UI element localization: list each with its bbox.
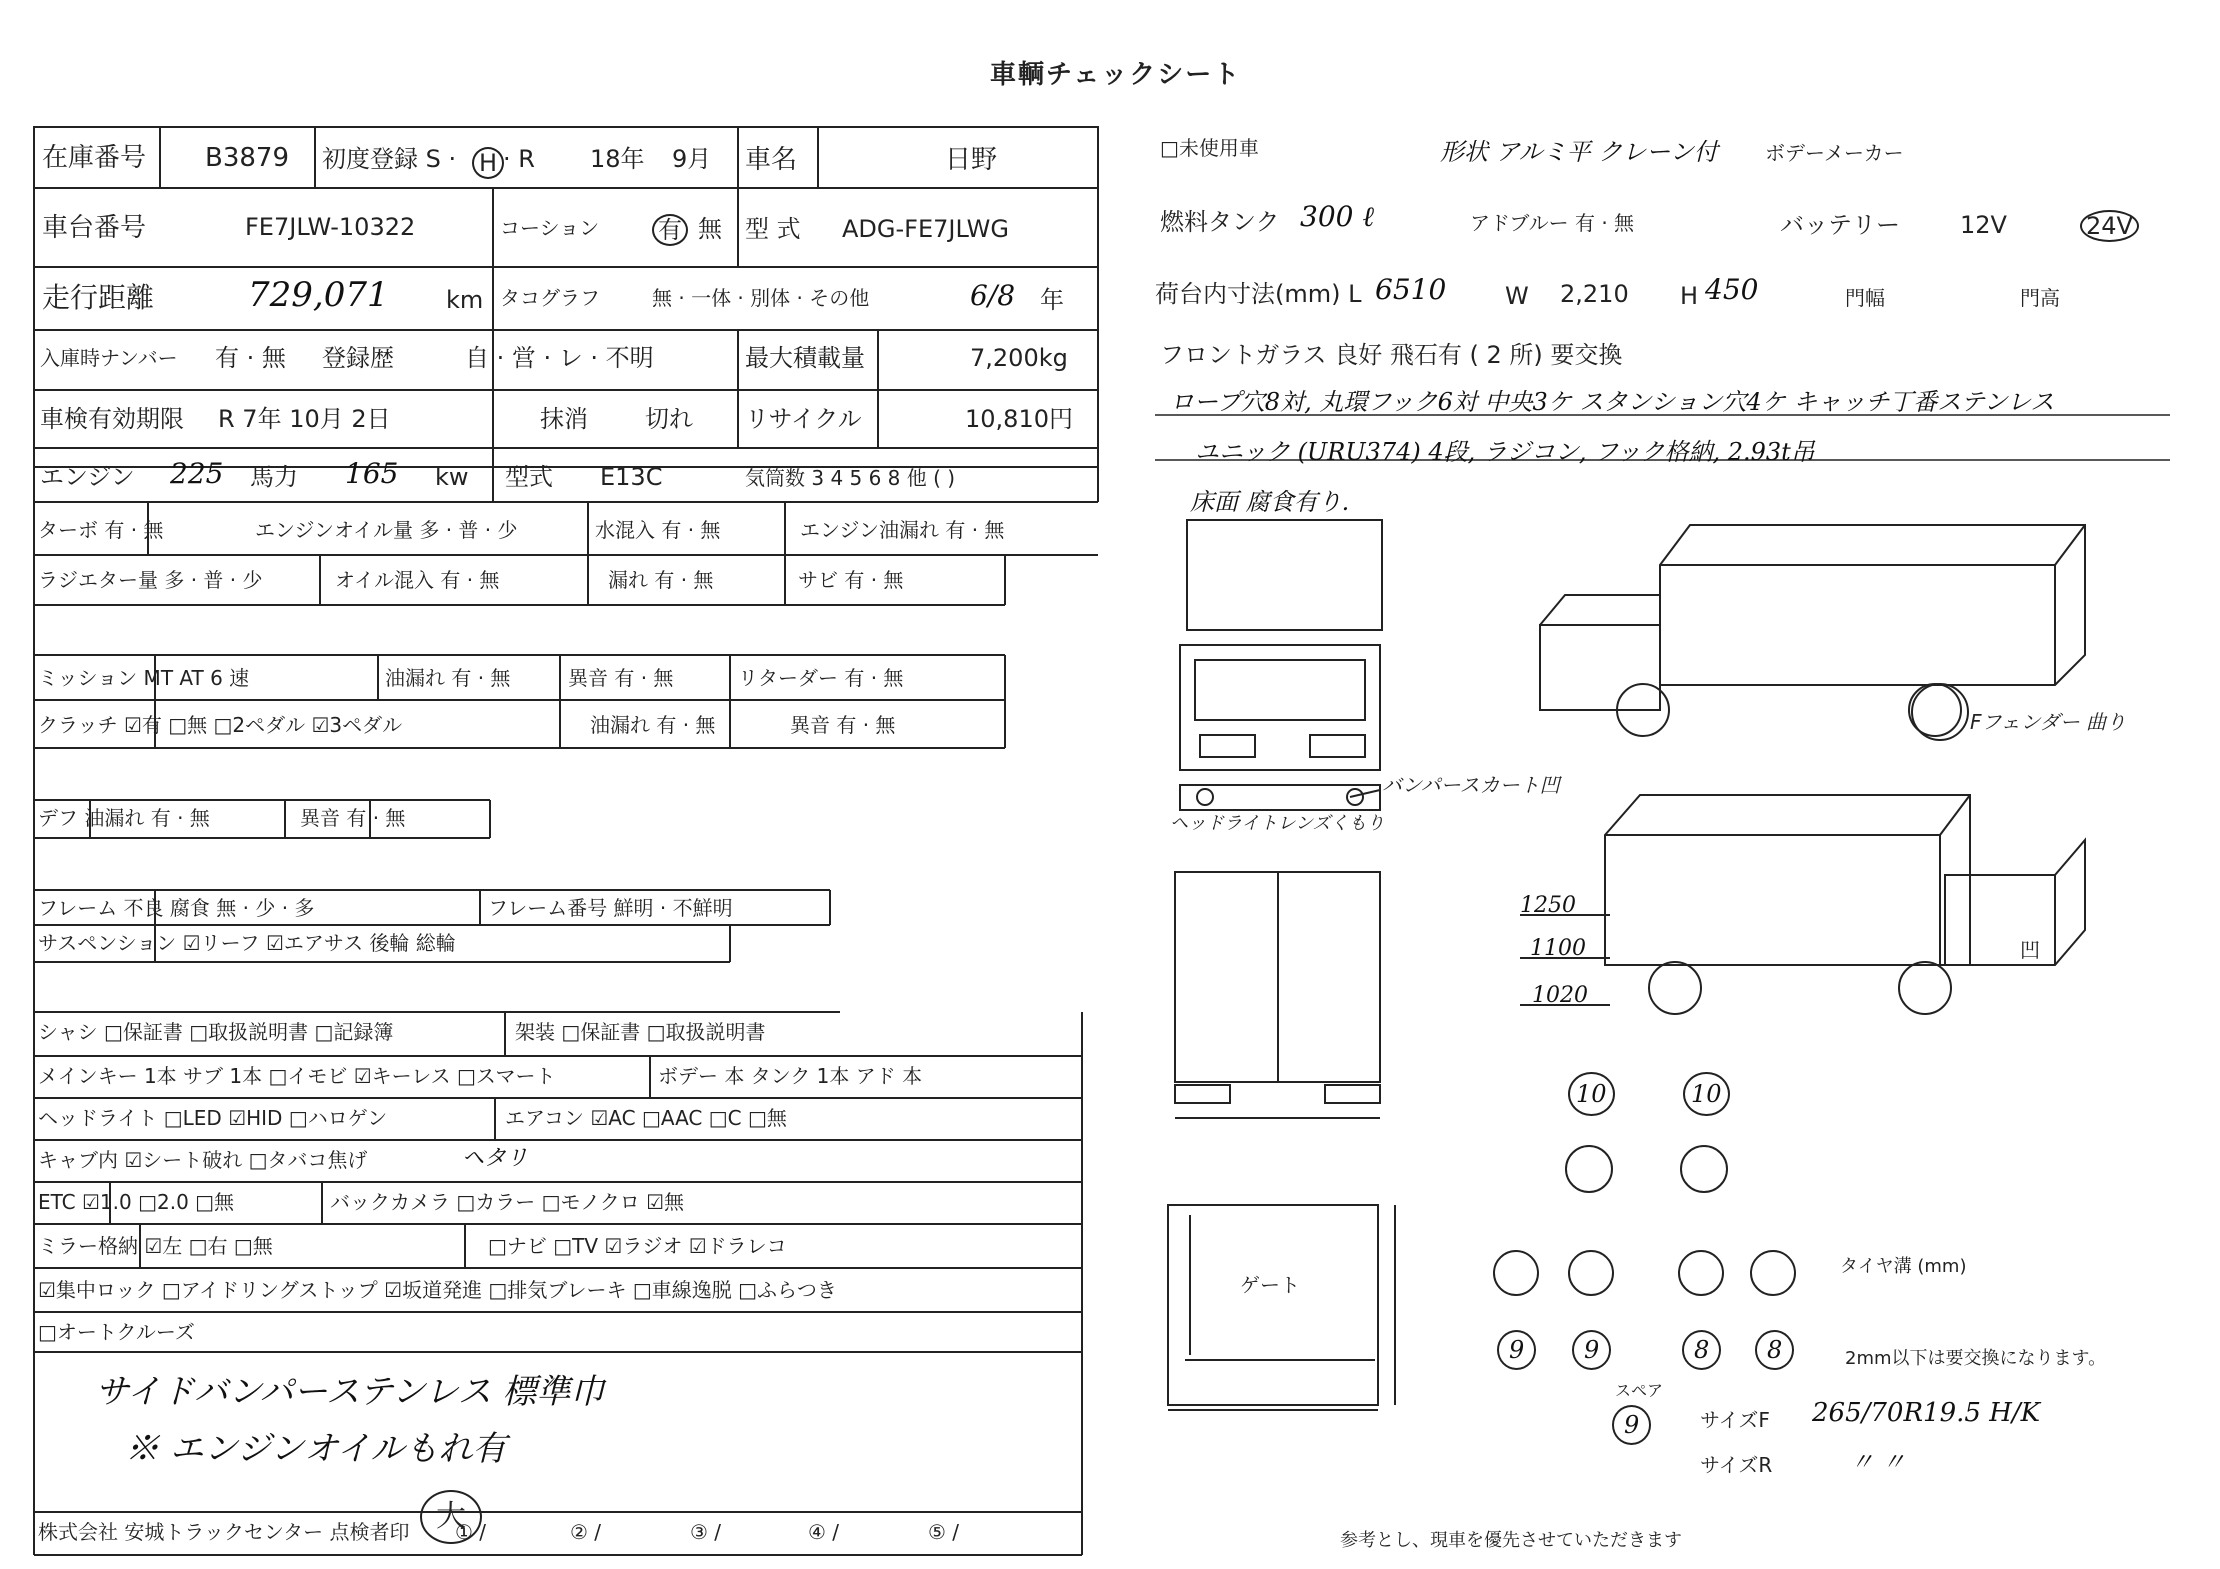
tire-front-right: 10 (1683, 1072, 1730, 1116)
mirror-field: ミラー格納 ☑左 □右 □無 (38, 1234, 273, 1258)
mission-oil-leak-field: 油漏れ 有 · 無 (385, 666, 511, 690)
stock-label: 在庫番号 (42, 143, 147, 173)
truck-1-body (1660, 525, 2085, 685)
body-maker: ボデーメーカー (1765, 141, 1904, 165)
tire-second-right (1680, 1145, 1728, 1193)
unused-vehicle: □未使用車 (1160, 136, 1259, 160)
auto-cruise-field: □オートクルーズ (38, 1320, 195, 1344)
cargo-dims-label: 荷台内寸法(mm) L (1155, 280, 1362, 308)
height-1250: 1250 (1520, 893, 1576, 918)
height-1020: 1020 (1532, 983, 1588, 1008)
note-line-1: サイドバンパーステンレス 標準巾 (95, 1372, 605, 1412)
cargo-width: 2,210 (1560, 280, 1629, 308)
car-name-label: 車名 (745, 145, 798, 175)
max-load-value: 7,200kg (970, 344, 1068, 372)
caution-label: コーション (500, 216, 600, 240)
turbo-field: ターボ 有 · 無 (38, 518, 164, 542)
truck-2-body (1605, 795, 1970, 965)
etc-field: ETC ☑1.0 □2.0 □無 (38, 1190, 235, 1214)
inspection-date: R 7年 10月 2日 (218, 405, 391, 433)
cargo-height-label: H (1680, 282, 1699, 310)
hand-note-2: ユニック (URU374) 4段, ラジコン, フック格納, 2.93t吊 (1195, 438, 1815, 466)
cab-roof-view (1187, 520, 1382, 630)
cargo-length: 6510 (1375, 273, 1447, 306)
fuel-tank-label: 燃料タンク (1160, 208, 1280, 236)
fender-damage-note: Fフェンダー 曲り (1970, 710, 2127, 734)
model-code: ADG-FE7JLWG (842, 215, 1009, 243)
stock-number: B3879 (205, 143, 290, 173)
recycle-value: 10,810円 (965, 405, 1073, 433)
chassis-number: FE7JLW-10322 (245, 213, 416, 241)
chassis-number-label: 車台番号 (42, 213, 147, 243)
spare-label: スペア (1615, 1381, 1664, 1400)
body-docs-field: 架装 □保証書 □取扱説明書 (515, 1020, 766, 1044)
body-shape: 形状 アルミ平 クレーン付 (1440, 138, 1718, 166)
inspection-label: 車検有効期限 (40, 405, 184, 433)
clutch-noise-field: 異音 有 · 無 (790, 713, 896, 737)
page-title: 車輌チェックシート (990, 60, 1242, 90)
height-1100: 1100 (1530, 936, 1586, 961)
diff-field: デフ 油漏れ 有 · 無 (38, 806, 210, 830)
adblue-field: アドブルー 有 · 無 (1470, 211, 1635, 235)
tire-r1 (1493, 1250, 1539, 1296)
registration-era-r: · R (503, 145, 535, 173)
oil-mix-field: オイル混入 有 · 無 (335, 568, 500, 592)
cargo-width-label: W (1505, 282, 1529, 310)
tire-r3 (1678, 1250, 1724, 1296)
slot-5: ⑤ / (928, 1520, 960, 1544)
tachograph-label: タコグラフ (500, 286, 600, 310)
caution-no: 無 (698, 215, 722, 243)
size-rear-value: 〃 〃 (1850, 1448, 1906, 1476)
tire-front-left: 10 (1568, 1072, 1615, 1116)
clutch-field: クラッチ ☑有 □無 □2ペダル ☑3ペダル (38, 713, 403, 737)
gate-height-label: 門高 (2020, 286, 2060, 310)
engine-oil-amount-field: エンジンオイル量 多 · 普 · 少 (255, 518, 518, 542)
mileage-value: 729,071 (248, 275, 389, 315)
expired-label: 切れ (645, 405, 693, 433)
tire-rear-left-2: 9 (1572, 1330, 1611, 1370)
bumper-skirt-note: バンパースカート凹 (1382, 773, 1560, 797)
navigation-field: □ナビ □TV ☑ラジオ ☑ドラレコ (488, 1234, 787, 1258)
back-camera-field: バックカメラ □カラー □モノクロ ☑無 (330, 1190, 684, 1214)
engine-label: エンジン (40, 463, 135, 491)
reference-note: 参考とし、現車を優先させていただきます (1340, 1530, 1682, 1551)
registration-month: 9月 (672, 145, 712, 173)
recycle-label: リサイクル (745, 405, 862, 433)
frame-number-field: フレーム番号 鮮明 · 不鮮明 (488, 896, 733, 920)
size-front-value: 265/70R19.5 H/K (1812, 1398, 2041, 1428)
plate-options: 有 · 無 (215, 344, 286, 372)
tire-r4 (1750, 1250, 1796, 1296)
max-load-label: 最大積載量 (745, 344, 865, 372)
frame-field: フレーム 不良 腐食 無 · 少 · 多 (38, 896, 315, 920)
main-key-field: メインキー 1本 サブ 1本 □イモビ ☑キーレス □スマート (38, 1064, 556, 1088)
battery-24v: 24V (2080, 210, 2139, 242)
mileage-unit: km (446, 286, 484, 314)
headlight-lens-note: ヘッドライトレンズくもり (1170, 813, 1385, 834)
battery-12v: 12V (1960, 211, 2007, 239)
size-front-label: サイズF (1700, 1408, 1770, 1432)
cargo-height: 450 (1705, 273, 1759, 306)
tachograph-options: 無 · 一体 · 別体 · その他 (652, 286, 870, 310)
kw-value: 165 (345, 457, 399, 490)
tire-r2 (1568, 1250, 1614, 1296)
registration-era-selected: H (472, 147, 504, 179)
clutch-oil-leak-field: 油漏れ 有 · 無 (590, 713, 716, 737)
hand-note-1: ロープ穴8対, 丸環フック6対 中央3ケ スタンション穴4ケ キャッチ丁番ステンレス (1170, 388, 2055, 416)
equipment-options-field: ☑集中ロック □アイドリングストップ ☑坂道発進 □排気ブレーキ □車線逸脱 □ふらつき (38, 1278, 837, 1302)
cab-dent-note: 凹 (2020, 938, 2040, 962)
model-label: 型 式 (745, 215, 801, 243)
diff-noise-field: 異音 有 · 無 (300, 806, 406, 830)
chassis-docs-field: シャシ □保証書 □取扱説明書 □記録簿 (38, 1020, 394, 1044)
engine-model-label: 型式 (505, 463, 553, 491)
rust-field: サビ 有 · 無 (798, 568, 904, 592)
windshield-field: フロントガラス 良好 飛石有 ( 2 所) 要交換 (1160, 341, 1623, 369)
retarder-field: リターダー 有 · 無 (738, 666, 904, 690)
cab-front-view (1180, 645, 1380, 770)
kw-unit: kw (435, 463, 469, 491)
company-inspector: 株式会社 安城トラックセンター 点検者印 (38, 1520, 410, 1544)
slot-3: ③ / (690, 1520, 722, 1544)
history-label: 登録歴 (322, 344, 394, 372)
truck-2-cab (1945, 840, 2085, 965)
tire-rear-right-2: 8 (1755, 1330, 1794, 1370)
engine-model: E13C (600, 463, 663, 491)
water-mix-field: 水混入 有 · 無 (595, 518, 721, 542)
tire-replace-note: 2mm以下は要交換になります。 (1845, 1348, 2107, 1369)
tire-second-left (1565, 1145, 1613, 1193)
tire-rear-left-1: 9 (1497, 1330, 1536, 1370)
tire-rear-right-1: 8 (1682, 1330, 1721, 1370)
tachograph-value: 6/8 (970, 279, 1016, 312)
gate-width-label: 門幅 (1845, 286, 1885, 310)
fuel-tank-value: 300 ℓ (1300, 200, 1375, 233)
cancelled-label: 抹消 (540, 405, 588, 433)
engine-oil-leak-field: エンジン油漏れ 有 · 無 (800, 518, 1005, 542)
horsepower-label: 馬力 (250, 463, 298, 491)
leak-field: 漏れ 有 · 無 (608, 568, 714, 592)
body-key-field: ボデー 本 タンク 1本 アド 本 (658, 1064, 923, 1088)
registration-label: 初度登録 S · (322, 145, 457, 173)
gate-label: ゲート (1240, 1273, 1300, 1297)
mission-noise-field: 異音 有 · 無 (568, 666, 674, 690)
hand-note-3: 床面 腐食有り. (1190, 488, 1350, 516)
tire-depth-label: タイヤ溝 (mm) (1840, 1256, 1967, 1277)
gate-view (1168, 1205, 1378, 1405)
front-bumper-view (1180, 785, 1380, 810)
battery-label: バッテリー (1780, 211, 1900, 239)
registration-year: 18年 (590, 145, 645, 173)
suspension-field: サスペンション ☑リーフ ☑エアサス 後輪 総輪 (38, 931, 456, 955)
cylinders-label: 気筒数 3 4 5 6 8 他 ( ) (745, 466, 956, 490)
mileage-label: 走行距離 (42, 281, 155, 314)
mission-field: ミッション MT AT 6 速 (38, 666, 250, 690)
inspector-stamp: 大 (420, 1490, 482, 1544)
slot-2: ② / (570, 1520, 602, 1544)
history-options: 自 · 営 · レ · 不明 (465, 344, 654, 372)
size-rear-label: サイズR (1700, 1453, 1773, 1477)
caution-yes: 有 (652, 214, 688, 246)
tachograph-year-unit: 年 (1040, 286, 1064, 314)
cab-field: キャブ内 ☑シート破れ □タバコ焦げ (38, 1148, 368, 1172)
aircon-field: エアコン ☑AC □AAC □C □無 (505, 1106, 787, 1130)
truck-1-cab (1540, 625, 1660, 710)
spare-tire: 9 (1612, 1405, 1651, 1445)
plate-label: 入庫時ナンバー (40, 346, 178, 370)
radiator-field: ラジエター量 多 · 普 · 少 (38, 568, 263, 592)
slot-4: ④ / (808, 1520, 840, 1544)
headlight-field: ヘッドライト □LED ☑HID □ハロゲン (38, 1106, 388, 1130)
slot-1: ① / (455, 1520, 487, 1544)
car-name: 日野 (945, 145, 998, 175)
cab-note: ヘタリ (462, 1146, 529, 1171)
horsepower-value: 225 (170, 457, 224, 490)
note-line-2: ※ エンジンオイルもれ有 (125, 1429, 507, 1469)
